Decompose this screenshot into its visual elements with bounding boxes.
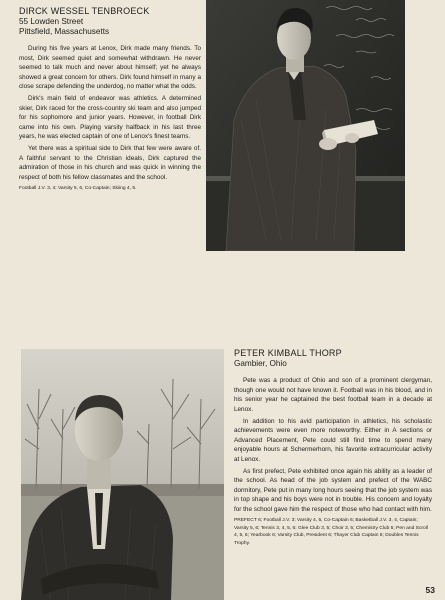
street-address: 55 Lowden Street [19,17,84,26]
biography [19,44,201,182]
profile-tenbroeck [19,6,201,193]
activities-list: PREFECT 6; Football J.V. 3; Varsity 4, 5, Co-Captain 6; Basketball J.V. 3, 4, Captain; Varsity 5, 6; Tennis 3, 4, 5, 6; Glee Club 3, 5; Choir 3, 5; Chemistry Club 5; Pen and Scroll 4, 5, 6; Yearbook 6; Varsity Club, President 6; Thayer Club Captain 6; Doubles Tennis Trophy. [234,518,428,546]
portrait-photo-tenbroeck [206,0,405,251]
bio-paragraph: During his five years at Lenox, Dirk made many friends. To most, Dirk seemed quiet and somewhat withdrawn. He never seemed to talk much and never about himself; yet he always showed a great concern for others. Dirk found himself in many a close scrape defending the underdog, no matter what the odds. [19,45,201,90]
profile-thorp [234,348,432,547]
bio-paragraph: Yet there was a spiritual side to Dirk that few were aware of. A faithful servant to the Christian ideals, Dirk captured the admiration of those in his church and was quick in winning the respect of both his fellow classmates and the school. [19,145,201,181]
student-name: PETER KIMBALL THORP [234,348,342,358]
bio-paragraph: In addition to his avid participation in athletics, his scholastic achievements were even more noteworthy. Either in A sections or Advanced Placement, Pete could still find time to spend many enjoyable hours at Schermerhorn, his favorite extracurricular activity at Lenox. [234,417,432,463]
activities-list: Football J.V. 3, 4; Varsity 5, 6, Co-Captain; Skiing 4, 5. [19,186,137,191]
student-name: DIRCK WESSEL TENBROECK [19,6,150,16]
biography [234,376,432,514]
bio-paragraph: As first prefect, Pete exhibited once again his ability as a leader of the school. As head of the job system and prefect of the WABC dormitory, Pete put in many long hours seeing that the job system was in top shape and his boys were not in trouble. His concern and loyalty for the school gave him the respect of those who had contact with him. [234,467,432,513]
portrait-photo-thorp [21,349,224,600]
page-number: 53 [425,585,435,595]
city-state: Gambier, Ohio [234,359,287,368]
bio-paragraph: Dirk's main field of endeavor was athletics. A determined skier, Dirk raced for the cross-country ski team and also jumped for his sophomore and junior years. However, in football Dirk came into his own. Playing varsity halfback in his last three years, he was elected captain of one of Lenox's finest teams. [19,95,201,140]
city-state: Pittsfield, Massachusetts [19,27,110,36]
bio-paragraph: Pete was a product of Ohio and son of a prominent clergyman, though one would not have known it. Football was in his blood, and in his senior year he captained the best football team in a decade at Lenox. [234,377,432,413]
